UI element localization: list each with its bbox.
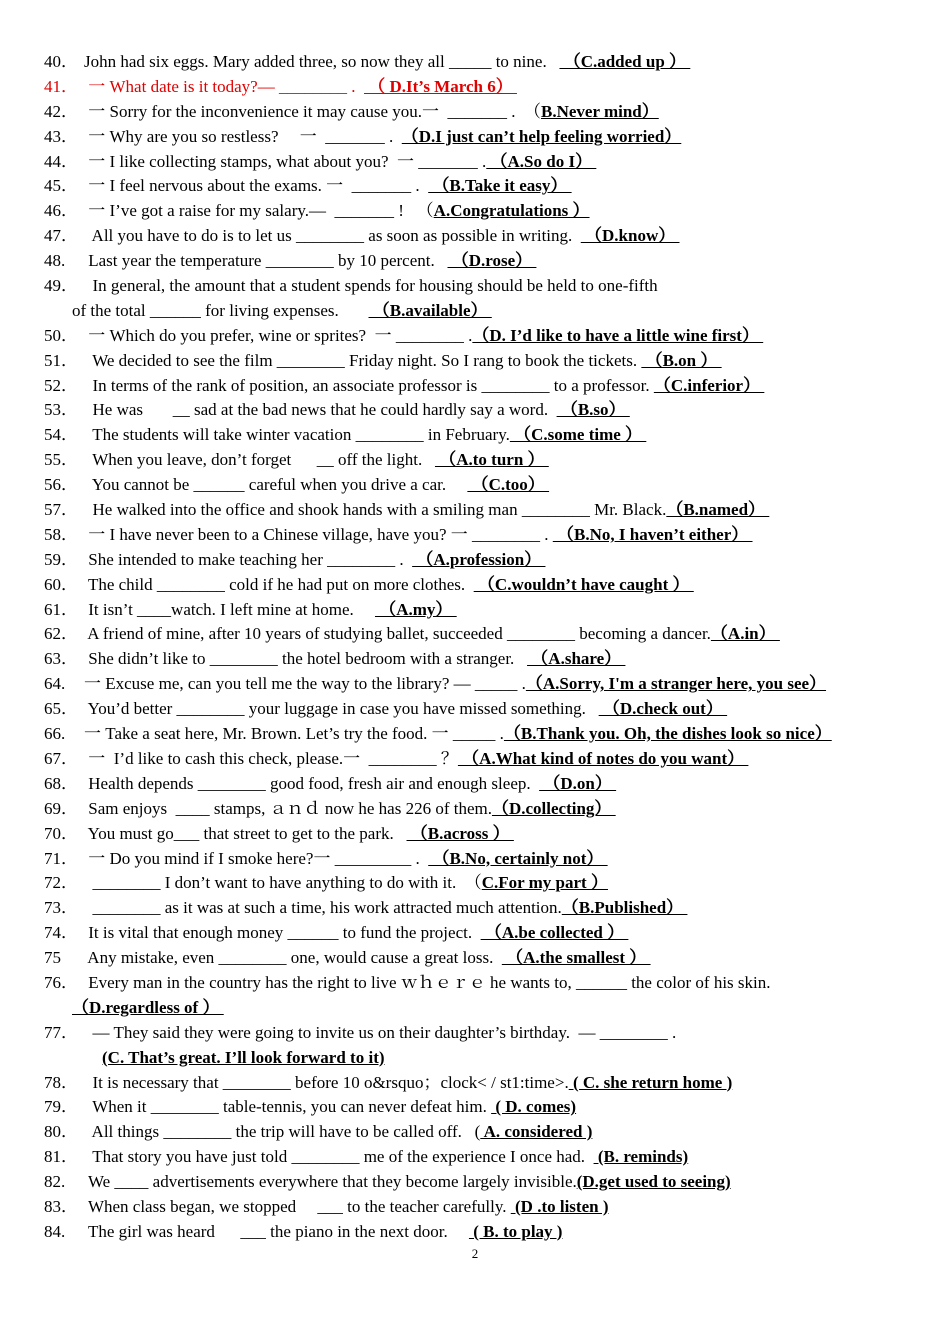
question-text: 一 What date is it today?— ________ . (84, 76, 364, 96)
question-row (44, 174, 924, 199)
question-text: John had six eggs. Mary added three, so now they all _____ to nine. (84, 52, 560, 71)
page-number: 2 (471, 1246, 479, 1261)
answer-text: （A.in） (710, 624, 780, 644)
question-row (44, 1071, 924, 1096)
question-row (44, 921, 924, 946)
question-number: 79． (44, 1097, 78, 1117)
answer-text: （A.profession） (412, 549, 546, 569)
question-text: 一 I’d like to cash this check, please.一 ________ ？ (84, 748, 458, 768)
question-row (44, 398, 924, 423)
question-text: All you have to do is to let us ________ as soon as possible in writing. (84, 226, 581, 246)
question-row (44, 75, 924, 100)
answer-text: （C.too） (467, 475, 550, 495)
question-list (44, 50, 924, 1245)
question-row (44, 498, 924, 523)
question-text: It is vital that enough money ______ to fund the project. (84, 923, 481, 943)
question-row (44, 548, 924, 573)
question-text: In general, the amount that a student spends for housing should be held to one-fifth (84, 276, 658, 296)
question-number: 60． (44, 574, 78, 594)
answer-text: （A.the smallest ） (501, 948, 651, 968)
question-row (44, 573, 924, 598)
question-number: 68． (44, 773, 78, 793)
question-number: 55． (44, 450, 78, 470)
question-row (44, 1195, 924, 1220)
question-row (44, 199, 924, 224)
question-number: 62． (44, 624, 78, 644)
answer-text: （B.Take it easy） (428, 176, 572, 196)
question-number: 50． (44, 325, 78, 345)
answer-text: （B.so） (556, 400, 630, 420)
question-row (44, 1095, 924, 1120)
question-text: Health depends ________ good food, fresh air and enough sleep. (84, 773, 540, 793)
question-text: Sam enjoys ____ stamps, ａｎｄ now he has 226 of them. (84, 798, 492, 818)
question-row (44, 896, 924, 921)
question-row (44, 847, 924, 872)
question-text: He walked into the office and shook hands with a smiling man ________ Mr. Black. (84, 500, 667, 520)
question-text: 一 I feel nervous about the exams. 一 _______ . (84, 176, 429, 196)
answer-text: A. considered ) (480, 1122, 593, 1142)
question-number: 71． (44, 848, 78, 868)
answer-text: （A.So do I） (486, 151, 597, 171)
question-text: Every man in the country has the right to live ｗｈｅｒｅ he wants to, ______ the color of his skin. (84, 972, 771, 992)
question-text: Any mistake, even ________ one, would cause a great loss. (84, 948, 502, 968)
question-row (44, 871, 924, 896)
question-number: 43． (44, 126, 78, 146)
question-row (44, 125, 924, 150)
answer-text: B.Never mind） (541, 101, 659, 121)
answer-text: （B.No, certainly not） (428, 848, 608, 868)
question-number: 53． (44, 400, 78, 420)
answer-text: （B.named） (666, 500, 770, 520)
question-number: 64. (44, 674, 66, 694)
question-row (44, 324, 924, 349)
question-text: You cannot be ______ careful when you drive a car. (84, 475, 468, 495)
question-text: — They said they were going to invite us on their daughter’s birthday. — ________ . (84, 1022, 677, 1042)
question-text: That story you have just told ________ me of the experience I once had. (84, 1147, 594, 1167)
answer-text: (D.get used to seeing) (576, 1172, 731, 1192)
answer-text: （B.across ） (406, 823, 514, 843)
question-number: 57． (44, 500, 78, 520)
question-text: When you leave, don’t forget __ off the light. (84, 450, 435, 470)
question-number: 40． (44, 52, 78, 71)
answer-text: （B.Thank you. Oh, the dishes look so nice） (503, 724, 832, 744)
answer-text: （C.inferior） (653, 375, 765, 395)
answer-text: （C.added up ） (559, 52, 691, 71)
answer-text: （A.What kind of notes do you want） (457, 748, 749, 768)
question-row (44, 473, 924, 498)
question-text: She didn’t like to ________ the hotel bedroom with a stranger. (84, 649, 528, 669)
question-row (44, 622, 924, 647)
question-text: 一 I like collecting stamps, what about you? 一 _______ . (84, 151, 487, 171)
answer-text: (B. reminds) (593, 1147, 689, 1167)
question-number: 45． (44, 176, 78, 196)
question-row (44, 747, 924, 772)
question-text: The child ________ cold if he had put on more clothes. (84, 574, 474, 594)
answer-text: （D.know） (580, 226, 680, 246)
question-number: 82. (44, 1172, 66, 1192)
question-number: 77． (44, 1022, 78, 1042)
answer-text: ( C. she return home ) (568, 1072, 733, 1092)
question-row (44, 299, 924, 324)
question-row (44, 374, 924, 399)
question-row (44, 423, 924, 448)
question-number: 84. (44, 1221, 66, 1241)
question-text: 一 Why are you so restless? 一 _______ . (84, 126, 402, 146)
question-text: He was __ sad at the bad news that he could hardly say a word. (84, 400, 557, 420)
question-row (44, 722, 924, 747)
question-row (44, 1021, 924, 1046)
answer-text: （D.regardless of ） (72, 997, 224, 1017)
question-row (44, 772, 924, 797)
question-number: 56． (44, 475, 78, 495)
question-number: 44． (44, 151, 78, 171)
question-row (44, 50, 924, 75)
question-row (44, 1145, 924, 1170)
answer-text: (C. That’s great. I’ll look forward to it) (102, 1047, 385, 1067)
answer-text: （C.wouldn’t have caught ） (473, 574, 694, 594)
question-text: 一 Sorry for the inconvenience it may cause you.一 _______ . （ (84, 101, 542, 121)
question-row (44, 1220, 924, 1245)
question-text: We ____ advertisements everywhere that they become largely invisible. (84, 1172, 577, 1192)
question-text: ________ I don’t want to have anything to do with it. （ (84, 873, 482, 893)
answer-text: （A.be collected ） (480, 923, 629, 943)
question-number: 67． (44, 748, 78, 768)
answer-text: （D.check out） (598, 699, 728, 719)
answer-text: （B.No, I haven’t either） (552, 524, 753, 544)
question-number: 47． (44, 226, 78, 246)
question-number: 49． (44, 276, 78, 296)
question-number: 52． (44, 375, 78, 395)
question-number: 74． (44, 923, 78, 943)
question-text: In terms of the rank of position, an associate professor is ________ to a professor. (84, 375, 654, 395)
question-text: She intended to make teaching her ________ . (84, 549, 413, 569)
question-text: You’d better ________ your luggage in case you have missed something. (84, 699, 599, 719)
question-row (44, 249, 924, 274)
question-number: 73． (44, 898, 78, 918)
question-number: 80． (44, 1122, 78, 1142)
question-row (44, 448, 924, 473)
question-number: 42． (44, 101, 78, 121)
question-text: 一 Take a seat here, Mr. Brown. Let’s try the food. 一 _____ . (84, 724, 504, 744)
question-row (44, 100, 924, 125)
question-text: The girl was heard ___ the piano in the next door. (84, 1221, 469, 1241)
question-text: It isn’t ____watch. I left mine at home. (84, 599, 375, 619)
question-row (44, 672, 924, 697)
question-row (44, 224, 924, 249)
question-number: 83． (44, 1196, 78, 1216)
answer-text: （B.Published） (561, 898, 688, 918)
question-number: 66. (44, 724, 66, 744)
question-text: When it ________ table-tennis, you can never defeat him. (84, 1097, 492, 1117)
question-number: 76． (44, 972, 78, 992)
question-row (44, 971, 924, 996)
question-row (44, 647, 924, 672)
question-row (44, 598, 924, 623)
question-row (44, 523, 924, 548)
question-number: 81． (44, 1147, 78, 1167)
question-text: ________ as it was at such a time, his work attracted much attention. (84, 898, 562, 918)
question-number: 48. (44, 251, 66, 271)
question-text: We decided to see the film ________ Friday night. So I rang to book the tickets. (84, 350, 642, 370)
question-number: 58． (44, 524, 78, 544)
question-number: 65． (44, 699, 78, 719)
question-text: All things ________ the trip will have to be called off. ( (84, 1122, 481, 1142)
question-text: You must go___ that street to get to the park. (84, 823, 407, 843)
question-text: A friend of mine, after 10 years of studying ballet, succeeded ________ becoming a dancer. (84, 624, 711, 644)
answer-text: （D.rose） (447, 251, 537, 271)
question-row (44, 349, 924, 374)
question-text: The students will take winter vacation ________ in February. (84, 425, 510, 445)
question-text: 一 Which do you prefer, wine or sprites? 一 ________ . (84, 325, 473, 345)
answer-text: （A.Sorry, I'm a stranger here, you see） (525, 674, 827, 694)
question-text: 一 I’ve got a raise for my salary.— _______ ! （ (84, 201, 434, 221)
question-number: 46． (44, 201, 78, 221)
question-row (44, 697, 924, 722)
question-text: When class began, we stopped ___ to the teacher carefully. (84, 1196, 511, 1216)
question-number: 78． (44, 1072, 78, 1092)
answer-text: （B.on ） (641, 350, 722, 370)
question-text: 一 Excuse me, can you tell me the way to the library? — _____ . (84, 674, 526, 694)
question-row (44, 822, 924, 847)
question-text: Last year the temperature ________ by 10 percent. (84, 251, 448, 271)
answer-text: （B.available） (368, 300, 492, 320)
answer-text: （D.collecting） (491, 798, 616, 818)
answer-text: （D. I’d like to have a little wine first） (472, 325, 764, 345)
question-number: 63． (44, 649, 78, 669)
answer-text: （ D.It’s March 6） (363, 76, 517, 96)
question-row (44, 797, 924, 822)
answer-text: A.Congratulations ） (433, 201, 590, 221)
question-row (44, 996, 924, 1021)
question-number: 70． (44, 823, 78, 843)
answer-text: （A.my） (374, 599, 457, 619)
answer-text: ( D. comes) (491, 1097, 577, 1117)
question-text: of the total ______ for living expenses. (72, 300, 369, 320)
answer-text: C.For my part ） (481, 873, 608, 893)
question-number: 59． (44, 549, 78, 569)
question-row (44, 150, 924, 175)
question-row (44, 1046, 924, 1071)
question-number: 75 (44, 948, 61, 968)
question-number: 51． (44, 350, 78, 370)
answer-text: （D.I just can’t help feeling worried） (401, 126, 682, 146)
question-number: 69． (44, 798, 78, 818)
answer-text: （A.to turn ） (434, 450, 549, 470)
answer-text: ( B. to play ) (468, 1221, 563, 1241)
answer-text: （D.on） (539, 773, 617, 793)
question-text: It is necessary that ________ before 10 o&rsquo；clock< / st1:time>. (84, 1072, 569, 1092)
answer-text: （C.some time ） (509, 425, 647, 445)
question-number: 41． (44, 76, 78, 96)
question-number: 61． (44, 599, 78, 619)
question-row (44, 1120, 924, 1145)
question-row (44, 1170, 924, 1195)
answer-text: (D .to listen ) (510, 1196, 609, 1216)
question-row (44, 946, 924, 971)
question-text: 一 Do you mind if I smoke here?一 _________ . (84, 848, 429, 868)
question-text: 一 I have never been to a Chinese village, have you? 一 ________ . (84, 524, 553, 544)
question-row (44, 274, 924, 299)
answer-text: （A.share） (527, 649, 626, 669)
question-number: 54． (44, 425, 78, 445)
question-number: 72． (44, 873, 78, 893)
